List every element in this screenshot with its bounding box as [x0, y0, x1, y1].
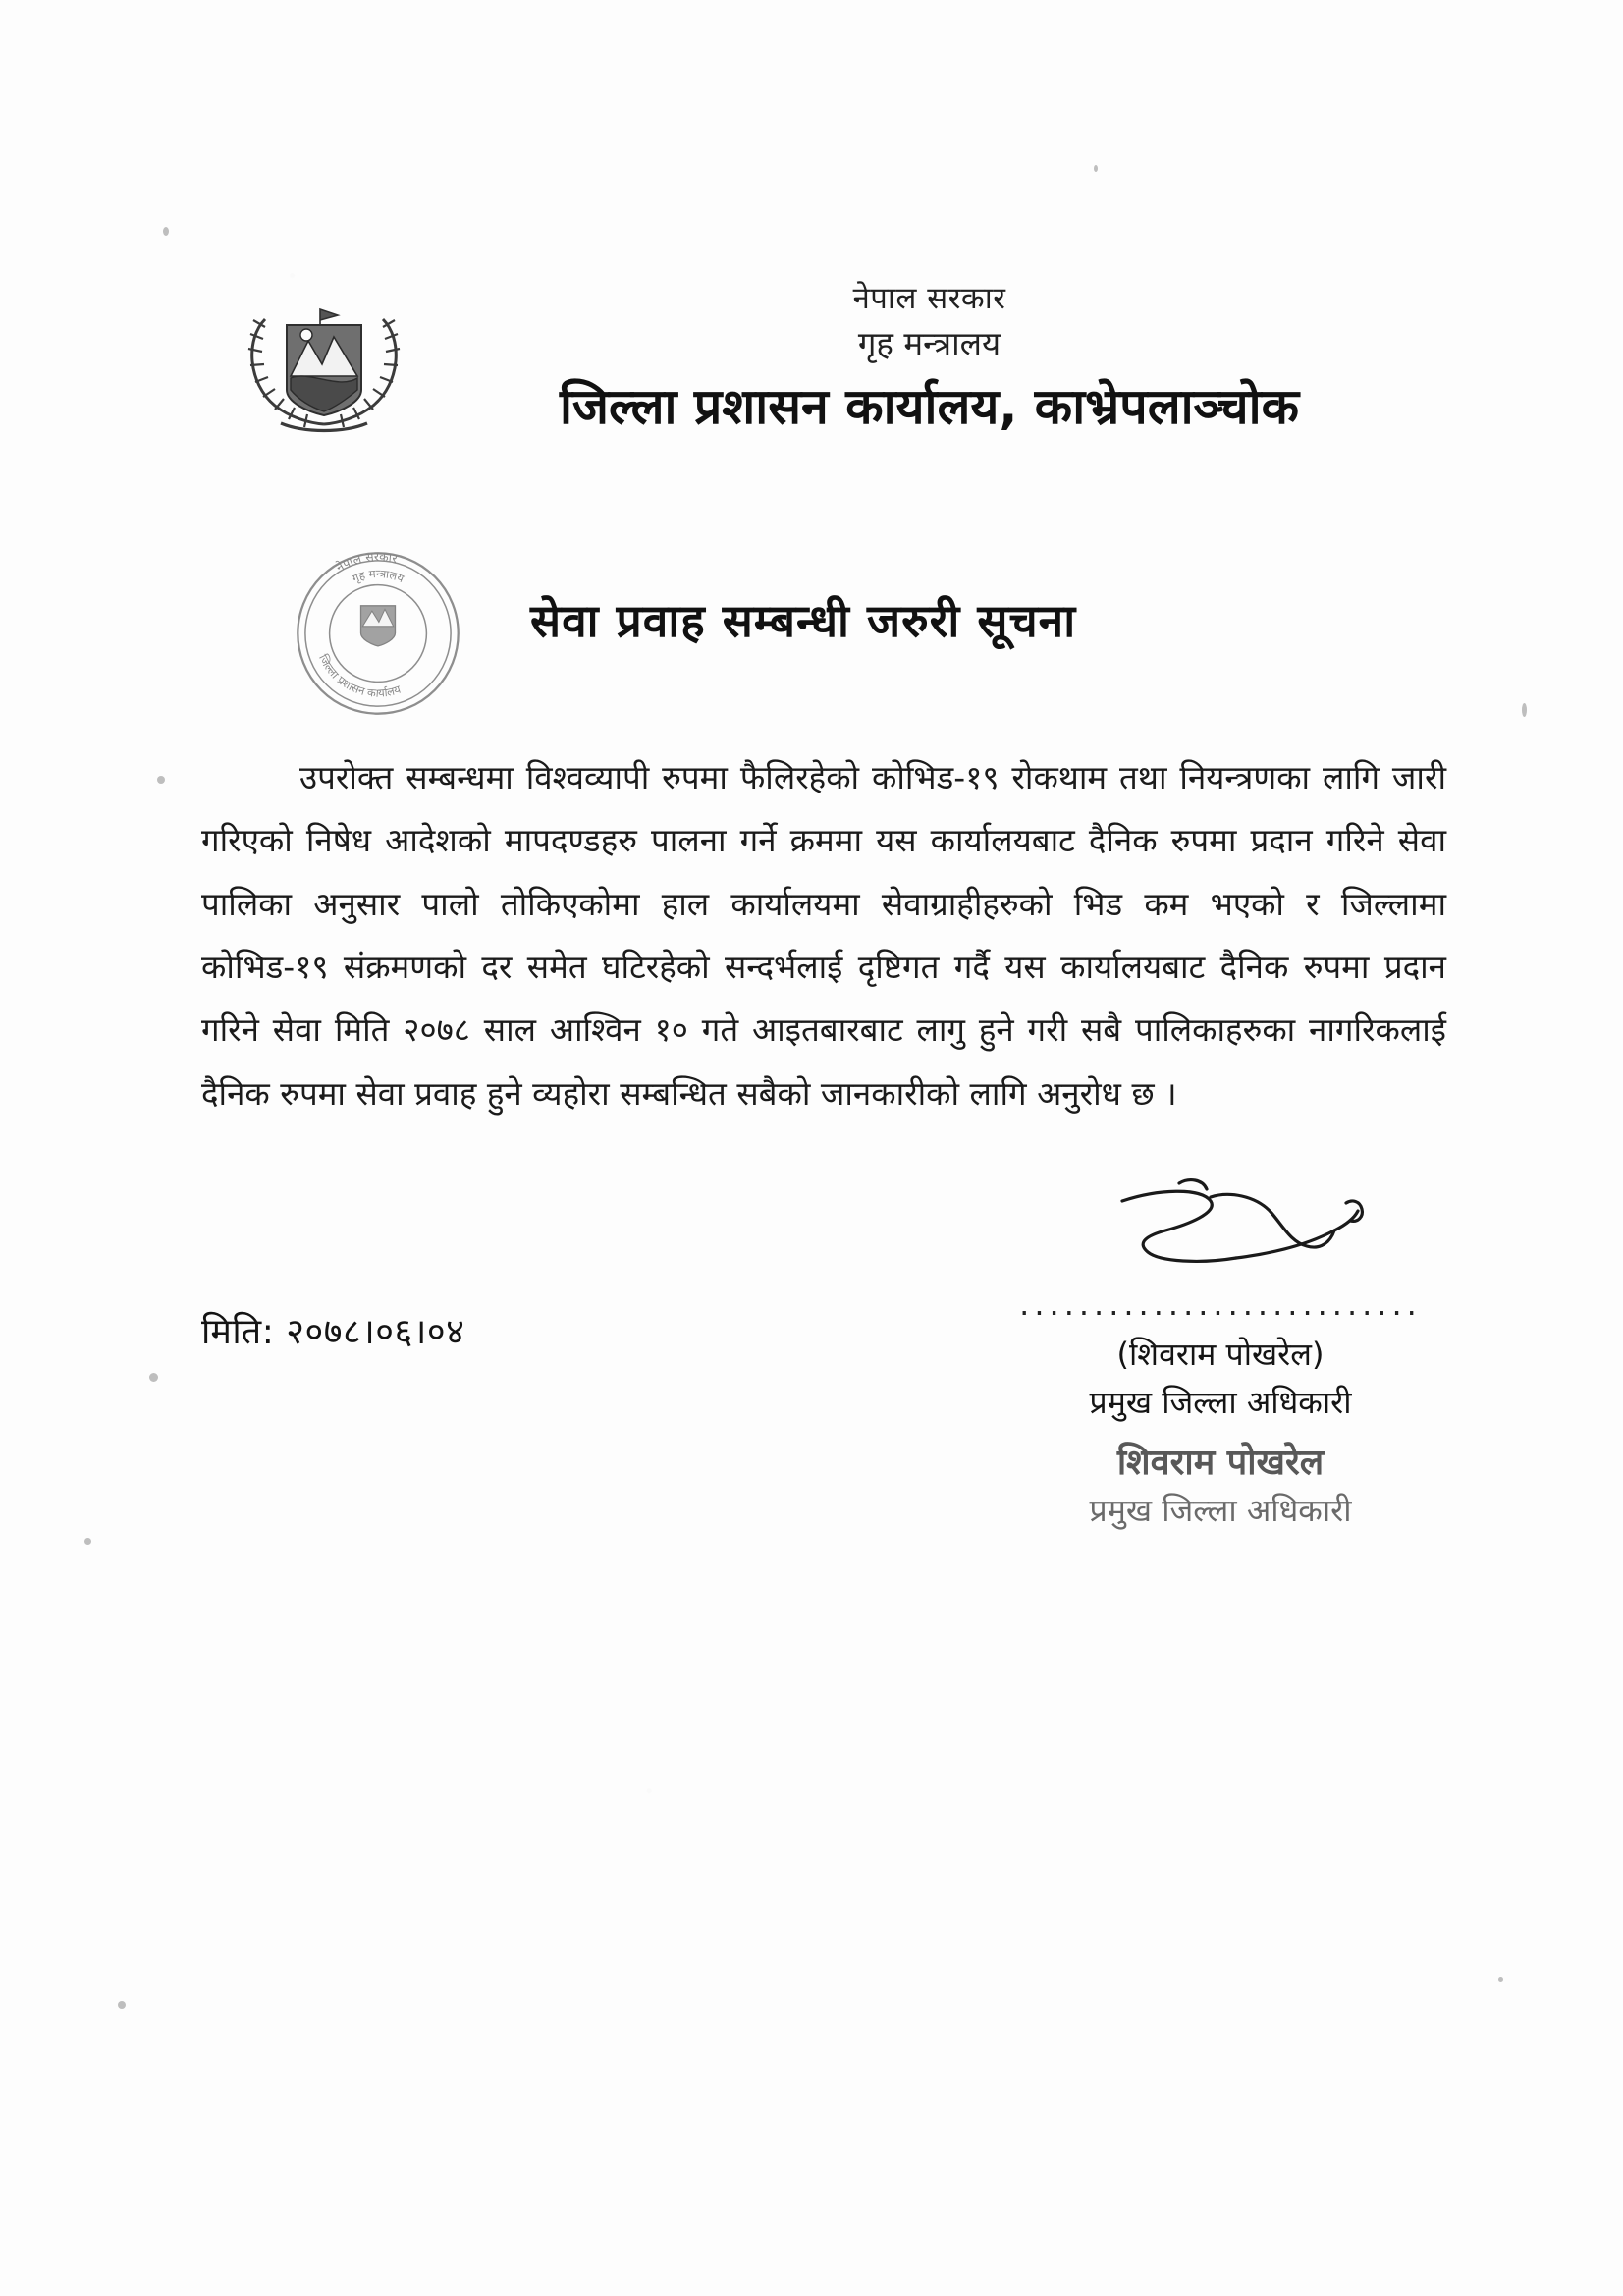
- scan-speck: [1094, 165, 1098, 172]
- signature-block: [990, 1174, 1451, 1531]
- svg-text:नेपाल सरकार: नेपाल सरकार: [333, 549, 399, 574]
- handwritten-signature-icon: [990, 1174, 1451, 1291]
- date-value: २०७८।०६।०४: [286, 1312, 465, 1352]
- body-paragraph: उपरोक्त सम्बन्धमा विश्वव्यापी रुपमा फैलिरहेको कोभिड-१९ रोकथाम तथा नियन्त्रणका लागि जारी गरिएको निषेध आदेशको मापदण्डहरु पालना गर्ने क्रममा यस कार्यालयबाट दैनिक रुपमा प्रदान गरिने सेवा पालिका अनुसार पालो तोकिएकोमा हाल कार्यालयमा सेवाग्राहीहरुको भिड कम भएको र जिल्लामा कोभिड-१९ संक्रमणको दर समेत घटिरहेको सन्दर्भलाई दृष्टिगत गर्दै यस कार्यालयबाट दैनिक रुपमा प्रदान गरिने सेवा मिति २०७८ साल आश्विन १० गते आइतबारबाट लागु हुने गरी सबै पालिकाहरुका नागरिकलाई दैनिक रुपमा सेवा प्रवाह हुने व्यहोरा सम्बन्धित सबैको जानकारीको लागि अनुरोध छ ।: [201, 758, 1446, 1113]
- scan-speck: [149, 1373, 158, 1382]
- scan-speck: [1522, 703, 1527, 717]
- stamp-name: शिवराम पोखरेल: [1116, 1443, 1325, 1483]
- office-line: जिल्ला प्रशासन कार्यालय, काभ्रेपलाञ्चोक: [559, 378, 1299, 436]
- scan-speck: [163, 227, 169, 236]
- scan-speck: [84, 1538, 91, 1545]
- scan-speck: [118, 2001, 126, 2009]
- svg-text:जिल्ला प्रशासन कार्यालय: जिल्ला प्रशासन कार्यालय: [316, 651, 403, 700]
- document-date: [201, 1306, 464, 1354]
- signatory-post: प्रमुख जिल्ला अधिकारी: [1089, 1384, 1352, 1421]
- signature-dotted-line: ...........................: [1019, 1285, 1422, 1323]
- page-title: सेवा प्रवाह सम्बन्धी जरुरी सूचना: [530, 594, 1077, 647]
- ministry-line: गृह मन्त्रालय: [857, 323, 1001, 362]
- date-label: मिति:: [201, 1312, 275, 1352]
- government-line: नेपाल सरकार: [852, 281, 1006, 316]
- header-text-block: [412, 280, 1446, 438]
- nepal-government-emblem-icon: [236, 280, 412, 442]
- scan-speck: [1498, 1977, 1503, 1982]
- svg-text:गृह मन्त्रालय: गृह मन्त्रालय: [350, 566, 406, 586]
- scan-speck: [157, 776, 165, 784]
- stamp-post: प्रमुख जिल्ला अधिकारी: [1089, 1492, 1352, 1529]
- document-header: [0, 280, 1623, 476]
- signatory-name: (शिवराम पोखरेल): [1116, 1336, 1325, 1373]
- office-round-seal-icon: [285, 540, 471, 727]
